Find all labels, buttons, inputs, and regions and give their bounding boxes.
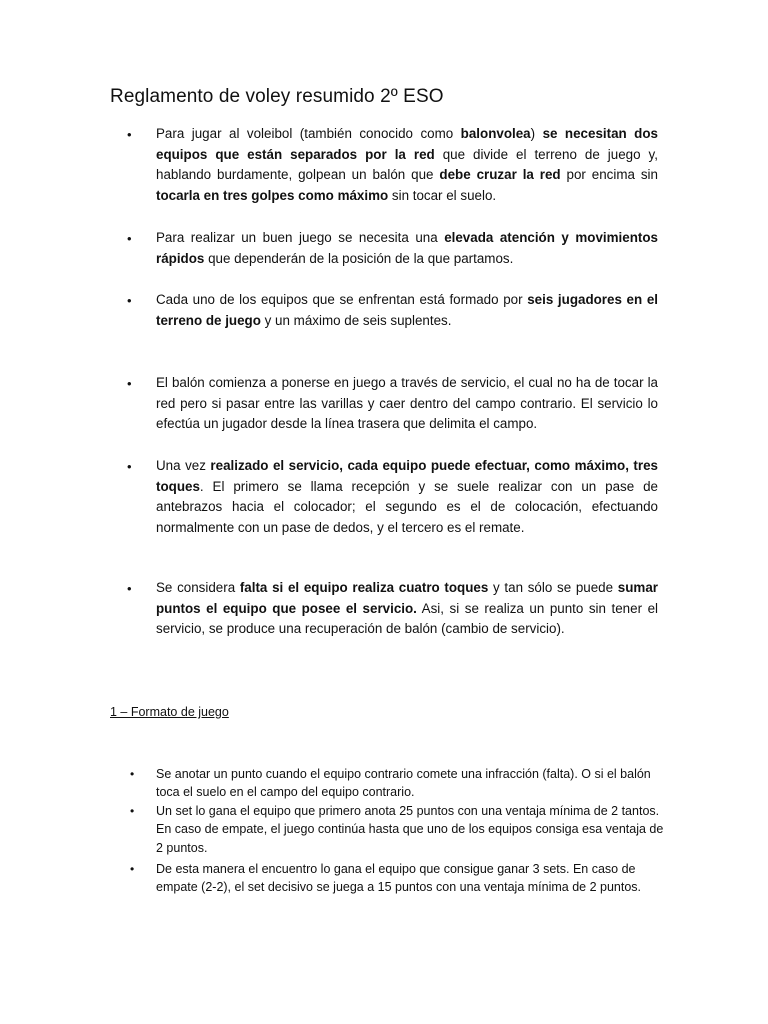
bullet-icon: • — [130, 862, 135, 876]
text-run: que dependerán de la posición de la que partamos. — [204, 250, 514, 266]
bullet-icon: • — [127, 231, 132, 246]
list-item-text — [156, 373, 658, 435]
list-item-text — [156, 228, 658, 269]
text-run: ) — [530, 126, 543, 141]
bold-text: se necesitan dos equipos que están separados por la red — [156, 126, 658, 162]
text-run: Para realizar un buen juego se necesita una — [156, 230, 445, 245]
bold-text: elevada atención y movimientos rápidos — [156, 230, 658, 266]
text-run: Cada uno de los equipos que se enfrentan está formado por — [156, 292, 528, 307]
bold-text: falta si el equipo realiza cuatro toques — [239, 580, 489, 595]
text-run: El balón comienza a ponerse en juego a través de servicio, el cual no ha de tocar la red pero si pasar entre las varillas y caer dentro del campo contrario. El servicio lo efectúa un jugador desde la línea trasera que delimita el campo. — [156, 375, 658, 432]
text-run: Se considera — [156, 580, 240, 595]
list-item-text — [156, 578, 658, 640]
text-run: Un set lo gana el equipo que primero anota 25 puntos con una ventaja mínima de 2 tantos. En caso de empate, el juego continúa hasta que uno de los equipos consiga esa ventaja de 2 puntos. — [156, 804, 664, 855]
bullet-icon: • — [127, 459, 132, 474]
bullet-icon: • — [127, 293, 132, 308]
text-run: sin tocar el suelo. — [388, 187, 497, 203]
bold-text: tocarla en tres golpes como máximo — [156, 187, 389, 203]
list-item-text — [156, 765, 666, 802]
text-run: Una vez — [156, 458, 211, 473]
document-title: Reglamento de voley resumido 2º ESO — [110, 86, 444, 107]
bold-text: seis jugadores en el terreno de juego — [156, 292, 658, 328]
list-item-text — [156, 860, 666, 897]
text-run: Para jugar al voleibol (también conocido como — [156, 126, 461, 141]
bold-text: realizado el servicio, cada equipo puede efectuar, como máximo, tres toques — [156, 458, 658, 494]
text-run: Asi, si se realiza un punto sin tener el servicio, se produce una recuperación de balón (cambio de servicio). — [156, 600, 658, 637]
text-run: y tan sólo se puede — [488, 580, 618, 595]
text-run: que divide el terreno de juego y, hablando burdamente, golpean un balón que — [156, 146, 658, 183]
text-run: De esta manera el encuentro lo gana el equipo que consigue ganar 3 sets. En caso de empate (2-2), el set decisivo se juega a 15 puntos con una ventaja mínima de 2 puntos. — [156, 862, 642, 895]
text-run: Se anotar un punto cuando el equipo contrario comete una infracción (falta). O si el balón toca el suelo en el campo del equipo contrario. — [156, 767, 651, 800]
text-run: por encima sin — [560, 167, 658, 183]
text-run: . El primero se llama recepción y se suele realizar con un pase de antebrazos hacia el colocador; el segundo es el de colocación, efectuando normalmente con un pase de dedos, y el tercero es el remate. — [156, 478, 658, 535]
bullet-icon: • — [130, 804, 135, 818]
list-item-text — [156, 290, 658, 331]
bold-text: debe cruzar la red — [439, 167, 561, 183]
bullet-icon: • — [127, 127, 132, 142]
bullet-icon: • — [127, 581, 132, 596]
bold-text: balonvolea — [460, 126, 531, 141]
text-run: y un máximo de seis suplentes. — [260, 312, 452, 328]
list-item-text — [156, 802, 666, 857]
bullet-icon: • — [127, 376, 132, 391]
list-item-text — [156, 124, 658, 206]
section-heading: 1 – Formato de juego — [110, 705, 229, 719]
list-item-text — [156, 456, 658, 538]
bold-text: sumar puntos el equipo que posee el servicio. — [156, 580, 658, 616]
bullet-icon: • — [130, 767, 135, 781]
